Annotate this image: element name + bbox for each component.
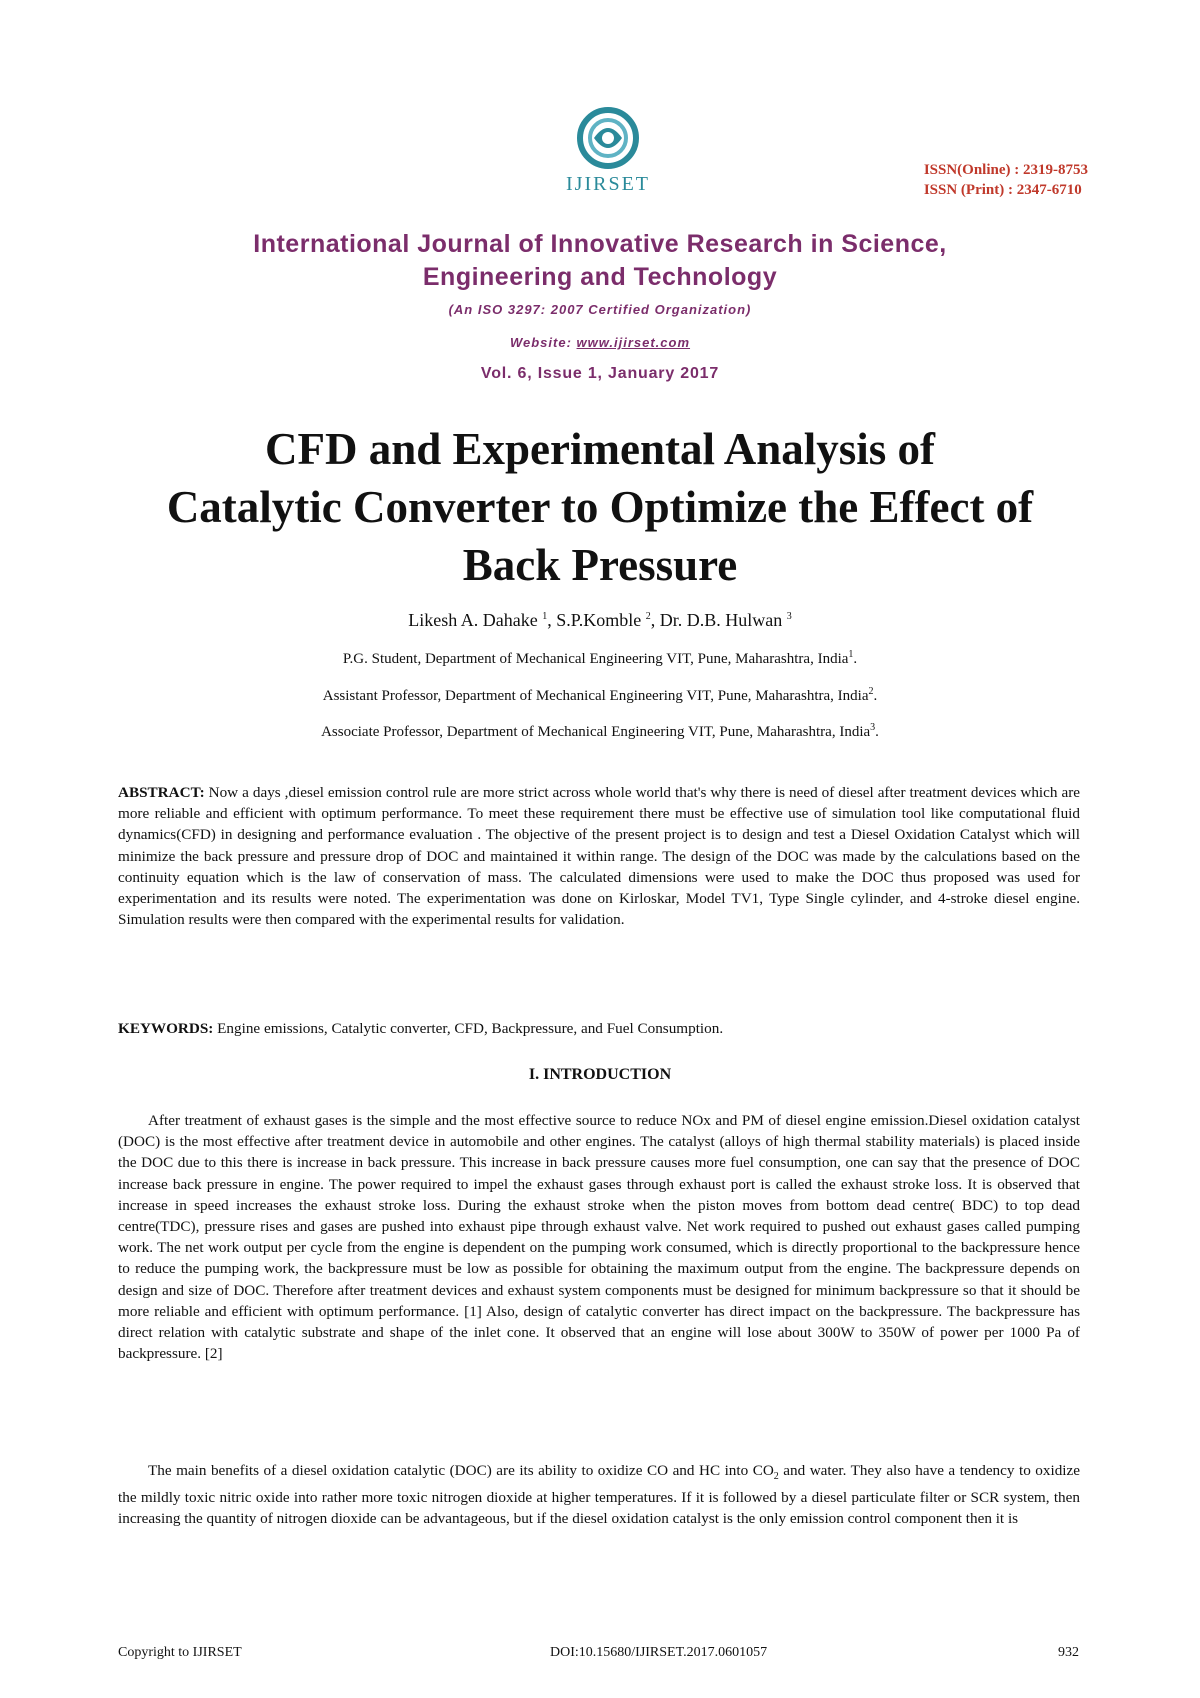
affiliation-3 bbox=[0, 722, 1200, 741]
affiliation-2 bbox=[0, 686, 1200, 705]
footer-copyright: Copyright to IJIRSET bbox=[118, 1645, 242, 1660]
affiliation-1 bbox=[0, 649, 1200, 668]
title-line1: CFD and Experimental Analysis of bbox=[264, 424, 936, 474]
title-line2: Catalytic Converter to Optimize the Effect of bbox=[166, 482, 1034, 532]
affiliation-text: Assistant Professor, Department of Mechanical Engineering VIT, Pune, Maharashtra, India bbox=[322, 688, 869, 704]
website-line bbox=[0, 335, 1200, 350]
journal-logo bbox=[548, 104, 668, 204]
intro-p2-text-a: The main benefits of a diesel oxidation catalytic (DOC) are its ability to oxidize CO and HC into CO bbox=[148, 1462, 774, 1479]
issn-print: ISSN (Print) : 2347-6710 bbox=[923, 182, 1082, 198]
abstract-label: ABSTRACT: bbox=[118, 784, 205, 801]
intro-paragraph-2 bbox=[118, 1460, 1080, 1530]
issn-online: ISSN(Online) : 2319-8753 bbox=[923, 162, 1088, 178]
author-name: , S.P.Komble bbox=[547, 610, 646, 630]
keywords bbox=[118, 1018, 1080, 1039]
keywords-label: KEYWORDS: bbox=[118, 1020, 214, 1037]
author-name: Likesh A. Dahake bbox=[408, 610, 543, 630]
journal-title-line2: Engineering and Technology bbox=[422, 263, 778, 291]
author-sup: 3 bbox=[786, 611, 792, 622]
issn-block bbox=[924, 160, 1088, 200]
section-heading: I. INTRODUCTION bbox=[528, 1066, 672, 1083]
paper-title bbox=[100, 420, 1100, 594]
author-sup: 1 bbox=[542, 611, 548, 622]
footer-doi: DOI:10.15680/IJIRSET.2017.0601057 bbox=[550, 1645, 768, 1660]
intro-p2-text-b: and water. They also have a tendency to oxidize the mildly toxic nitric oxide into rather more toxic nitrogen dioxide at higher temperatures. If it is followed by a diesel particulate filter or SCR system, then increasing the quantity of nitrogen dioxide can be advantageous, but if the diesel oxidation catalyst is the only emission control component then it is bbox=[118, 1462, 1080, 1528]
intro-paragraph-1: After treatment of exhaust gases is the simple and the most effective source to reduce NOx and PM of diesel engine emission.Diesel oxidation catalyst (DOC) is the most effective after treatment device in automobile and other engines. The catalyst (alloys of high thermal stability materials) is placed inside the DOC due to this there is increase in back pressure. This increase in back pressure causes more fuel consumption, one can say that the presence of DOC increase back pressure in engine. The power required to impel the exhaust gases through exhaust port is called the exhaust stroke loss. It is observed that increase in speed increases the exhaust stroke loss. During the exhaust stroke when the piston moves from bottom dead centre( BDC) to top dead centre(TDC), pressure rises and gases are pushed into exhaust pipe through exhaust valve. Net work required to pushed out exhaust gases called pumping work. The net work output per cycle from the engine is dependent on the pumping work consumed, which is directly proportional to the backpressure hence to reduce the pumping work, the backpressure must be low as possible for obtaining the maximum output from the engine. The backpressure depends on design and size of DOC. Therefore after treatment devices and exhaust system components must be designed for minimum backpressure so that it should be more reliable and efficient with optimum performance. [1] Also, design of catalytic converter has direct impact on the backpressure. The backpressure has direct relation with catalytic substrate and shape of the inlet cone. It observed that an engine will lose about 300W to 350W of power per 1000 Pa of backpressure. [2] bbox=[118, 1112, 1080, 1363]
footer-page-number: 932 bbox=[1058, 1645, 1079, 1660]
abstract bbox=[118, 782, 1080, 930]
certification-note: (An ISO 3297: 2007 Certified Organization) bbox=[448, 302, 752, 317]
keywords-text: Engine emissions, Catalytic converter, CFD, Backpressure, and Fuel Consumption. bbox=[213, 1020, 724, 1037]
affiliation-sup: 3 bbox=[870, 722, 876, 733]
affiliation-end: . bbox=[853, 651, 858, 667]
affiliation-sup: 1 bbox=[848, 649, 854, 660]
author-list bbox=[0, 610, 1200, 631]
author-name: , Dr. D.B. Hulwan bbox=[650, 610, 787, 630]
title-line3: Back Pressure bbox=[462, 540, 738, 590]
affiliation-text: Associate Professor, Department of Mechanical Engineering VIT, Pune, Maharashtra, India bbox=[321, 724, 871, 740]
intro-p2-subscript: 2 bbox=[773, 1471, 779, 1483]
volume-issue: Vol. 6, Issue 1, January 2017 bbox=[480, 365, 720, 382]
affiliation-text: P.G. Student, Department of Mechanical Engineering VIT, Pune, Maharashtra, India bbox=[342, 651, 849, 667]
journal-title bbox=[0, 228, 1200, 294]
logo-emblem-icon bbox=[548, 104, 668, 204]
author-sup: 2 bbox=[645, 611, 651, 622]
logo-text: IJIRSET bbox=[566, 173, 650, 195]
affiliation-end: . bbox=[873, 688, 878, 704]
affiliation-sup: 2 bbox=[868, 686, 874, 697]
journal-title-line1: International Journal of Innovative Research in Science, bbox=[253, 230, 947, 258]
website-link[interactable]: www.ijirset.com bbox=[576, 335, 691, 350]
abstract-text: Now a days ,diesel emission control rule are more strict across whole world that's why there is need of diesel after treatment devices which are more reliable and efficient with optimum performance. To meet these requirement there must be effective use of simulation tool like computational fluid dynamics(CFD) in designing and performance evaluation . The objective of the present project is to design and test a Diesel Oxidation Catalyst which will minimize the back pressure and pressure drop of DOC and maintained it within range. The design of the DOC was made by the calculations based on the continuity equation which is the law of conservation of mass. The calculated dimensions were used to make the DOC thus proposed was used for experimentation and its results were noted. The experimentation was done on Kirloskar, Model TV1, Type Single cylinder, and 4-stroke diesel engine. Simulation results were then compared with the experimental results for validation. bbox=[118, 784, 1080, 929]
affiliation-end: . bbox=[875, 724, 879, 740]
website-label: Website: bbox=[509, 335, 577, 350]
